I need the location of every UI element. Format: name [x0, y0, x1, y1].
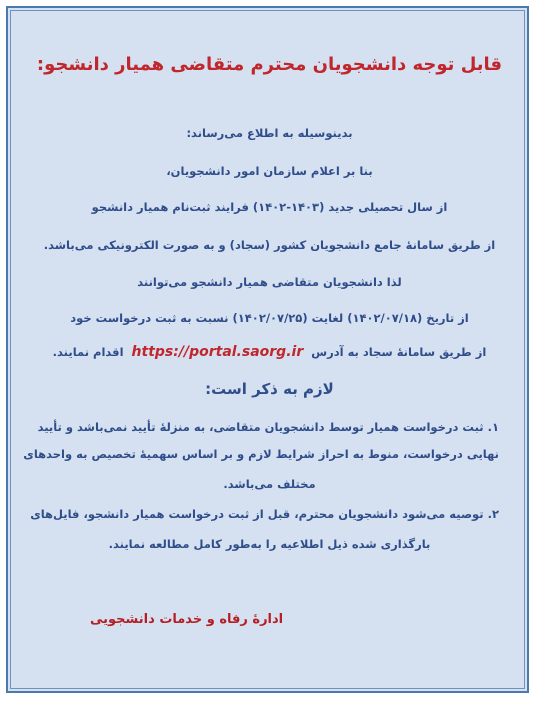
note-item-1-line-2: نهایی درخواست، منوط به احراز شرایط لازم و بر اساس سهمیهٔ تخصیص به واحدهای — [23, 447, 499, 461]
notice-line-5: از تاریخ (۱۴۰۲/۰۷/۱۸) لغایت (۱۴۰۲/۰۷/۲۵) نسبت به ثبت درخواست خود — [70, 311, 469, 325]
notice-line-6 — [20, 344, 519, 360]
notice-title: قابل توجه دانشجویان محترم متقاضی همیار دانشجو: — [36, 54, 503, 75]
note-item-1-line-1: ۱. ثبت درخواست همیار توسط دانشجویان متقاضی، به منزلهٔ تأیید نمی‌باشد و تأیید — [37, 420, 499, 434]
note-item-1-line-3: مختلف می‌باشد. — [223, 477, 316, 491]
notice-intro: بدینوسیله به اطلاع می‌رساند: — [186, 126, 353, 140]
notice-line-2: از سال تحصیلی جدید (۱۴۰۳-۱۴۰۲) فرایند ثبت‌نام همیار دانشجو — [91, 200, 448, 214]
notice-line-1: بنا بر اعلام سازمان امور دانشجویان، — [166, 164, 373, 178]
notice-line-3: از طریق سامانهٔ جامع دانشجویان کشور (سجاد) و به صورت الکترونیکی می‌باشد. — [43, 238, 496, 252]
note-item-2-line-1: ۲. توصیه می‌شود دانشجویان محترم، قبل از ثبت درخواست همیار دانشجو، فایل‌های — [30, 507, 499, 521]
note-item-2-line-2: بارگذاری شده ذیل اطلاعیه را به‌طور کامل مطالعه نمایند. — [108, 537, 431, 551]
notice-line-6-suffix: اقدام نمایند. — [52, 345, 124, 359]
portal-link[interactable]: https://portal.saorg.ir — [131, 344, 304, 360]
notice-signature: ادارهٔ رفاه و خدمات دانشجویی — [90, 612, 284, 627]
notice-line-4: لذا دانشجویان متقاضی همیار دانشجو می‌توانند — [137, 275, 402, 289]
notice-line-6-prefix: از طریق سامانهٔ سجاد به آدرس — [311, 345, 487, 359]
notice-subheading: لازم به ذکر است: — [205, 380, 334, 398]
